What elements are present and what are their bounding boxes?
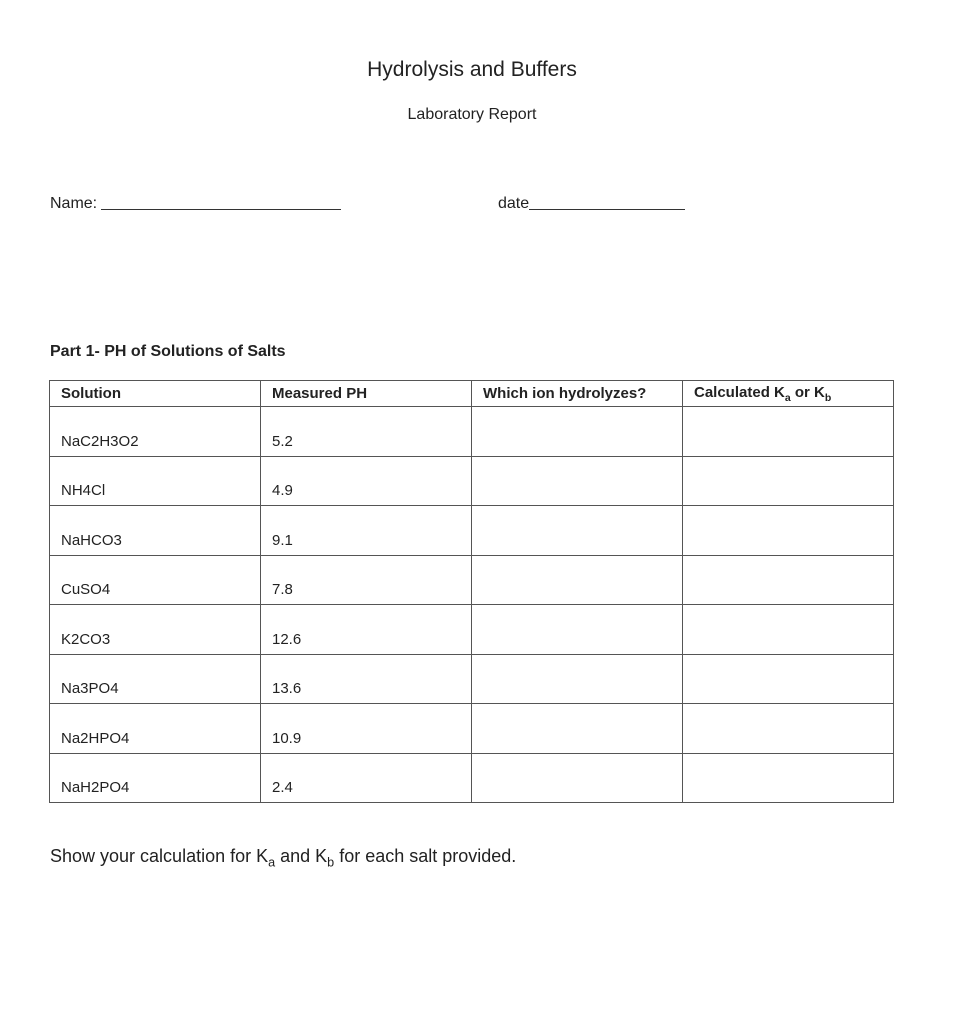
calc-sub-a: a bbox=[784, 391, 791, 404]
cell-solution: NaHCO3 bbox=[50, 506, 261, 556]
cell-which-ion[interactable] bbox=[472, 654, 683, 704]
table-row bbox=[50, 654, 894, 704]
instruction-sub-a: a bbox=[268, 855, 276, 870]
table-row bbox=[50, 605, 894, 655]
cell-solution: K2CO3 bbox=[50, 605, 261, 655]
cell-calculated-k[interactable] bbox=[683, 506, 894, 556]
cell-solution: NaC2H3O2 bbox=[50, 407, 261, 457]
cell-measured-ph: 9.1 bbox=[261, 506, 472, 556]
salts-table bbox=[49, 380, 894, 803]
cell-calculated-k[interactable] bbox=[683, 605, 894, 655]
instruction-suffix: for each salt provided. bbox=[334, 846, 517, 866]
date-blank-line[interactable] bbox=[529, 208, 685, 210]
instruction-prefix: Show your calculation for K bbox=[50, 846, 269, 866]
table-row bbox=[50, 753, 894, 803]
name-label: Name: bbox=[50, 195, 98, 212]
cell-solution: NaH2PO4 bbox=[50, 753, 261, 803]
cell-which-ion[interactable] bbox=[472, 555, 683, 605]
cell-which-ion[interactable] bbox=[472, 704, 683, 754]
cell-measured-ph: 10.9 bbox=[261, 704, 472, 754]
cell-which-ion[interactable] bbox=[472, 753, 683, 803]
cell-solution: CuSO4 bbox=[50, 555, 261, 605]
table-header-row bbox=[50, 381, 894, 407]
cell-calculated-k[interactable] bbox=[683, 704, 894, 754]
cell-solution: NH4Cl bbox=[50, 456, 261, 506]
cell-calculated-k[interactable] bbox=[683, 555, 894, 605]
cell-measured-ph: 5.2 bbox=[261, 407, 472, 457]
table-row bbox=[50, 704, 894, 754]
cell-calculated-k[interactable] bbox=[683, 753, 894, 803]
calc-sub-b: b bbox=[824, 391, 832, 404]
calc-prefix: Calculated K bbox=[694, 383, 785, 401]
table-row bbox=[50, 555, 894, 605]
instruction-sub-b: b bbox=[327, 855, 335, 870]
name-field bbox=[50, 195, 341, 213]
col-header-measured-ph: Measured PH bbox=[261, 381, 472, 407]
cell-which-ion[interactable] bbox=[472, 605, 683, 655]
instruction-middle: and K bbox=[275, 846, 328, 866]
cell-measured-ph: 4.9 bbox=[261, 456, 472, 506]
page-subtitle: Laboratory Report bbox=[407, 106, 537, 123]
date-field bbox=[498, 195, 685, 213]
cell-which-ion[interactable] bbox=[472, 456, 683, 506]
page-title: Hydrolysis and Buffers bbox=[367, 58, 577, 81]
cell-measured-ph: 2.4 bbox=[261, 753, 472, 803]
table-row bbox=[50, 407, 894, 457]
cell-calculated-k[interactable] bbox=[683, 654, 894, 704]
cell-which-ion[interactable] bbox=[472, 506, 683, 556]
date-label: date bbox=[498, 195, 530, 212]
cell-which-ion[interactable] bbox=[472, 407, 683, 457]
cell-measured-ph: 12.6 bbox=[261, 605, 472, 655]
col-header-which-ion: Which ion hydrolyzes? bbox=[472, 381, 683, 407]
table-row bbox=[50, 456, 894, 506]
instruction-text bbox=[50, 846, 516, 870]
table-row bbox=[50, 506, 894, 556]
cell-solution: Na2HPO4 bbox=[50, 704, 261, 754]
calc-or: or K bbox=[790, 383, 825, 401]
col-header-solution: Solution bbox=[50, 381, 261, 407]
cell-measured-ph: 7.8 bbox=[261, 555, 472, 605]
section-title: Part 1- PH of Solutions of Salts bbox=[50, 343, 286, 360]
cell-calculated-k[interactable] bbox=[683, 456, 894, 506]
col-header-calculated-k bbox=[683, 381, 894, 407]
cell-solution: Na3PO4 bbox=[50, 654, 261, 704]
name-blank-line[interactable] bbox=[101, 208, 341, 210]
cell-calculated-k[interactable] bbox=[683, 407, 894, 457]
cell-measured-ph: 13.6 bbox=[261, 654, 472, 704]
